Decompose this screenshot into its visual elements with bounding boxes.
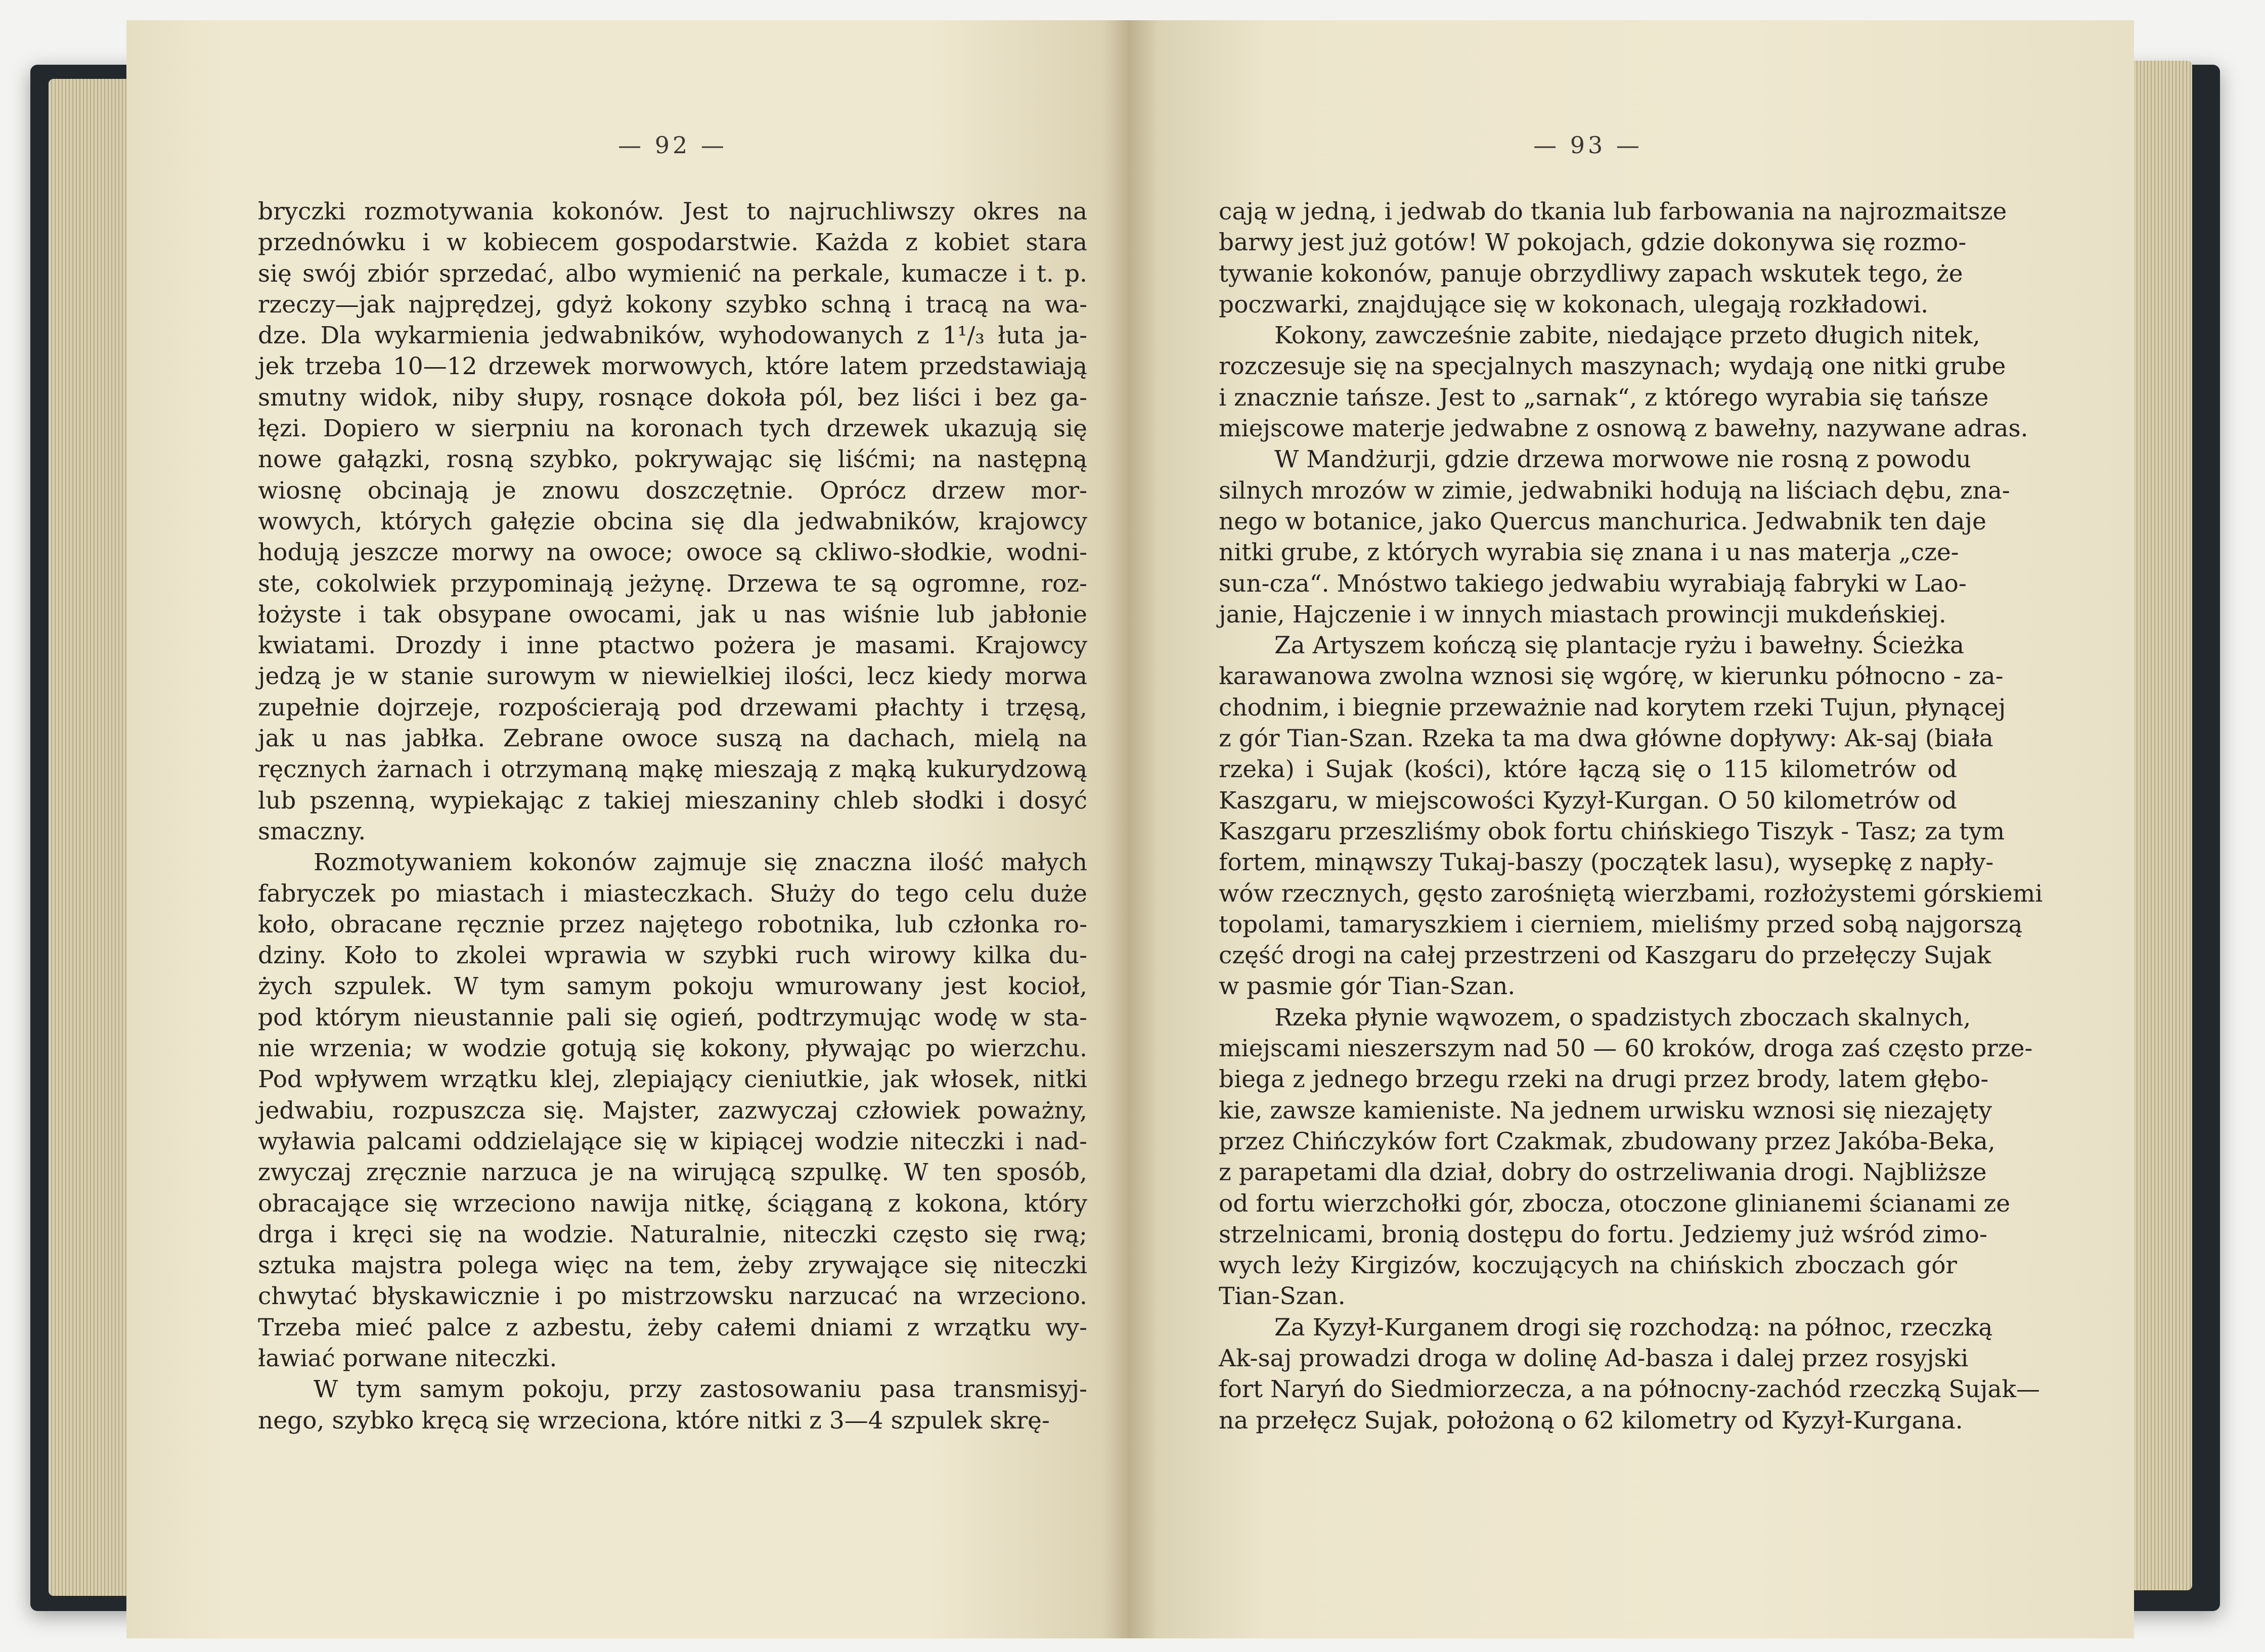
page-text bbox=[258, 196, 1087, 1436]
text-line: obracające się wrzeciono nawija nitkę, ściąganą z kokona, który bbox=[258, 1189, 1087, 1218]
text-line: z parapetami dla dział, dobry do ostrzeliwania drogi. Najbliższe bbox=[1219, 1158, 1987, 1187]
text-line: W tym samym pokoju, przy zastosowaniu pasa transmisyj- bbox=[314, 1375, 1087, 1404]
text-line: łożyste i tak obsypane owocami, jak u nas wiśnie lub jabłonie bbox=[258, 600, 1087, 629]
book-gutter bbox=[1102, 20, 1158, 1638]
text-line: Kaszgaru, w miejscowości Kyzył-Kurgan. O 50 kilometrów od bbox=[1219, 786, 1957, 815]
text-line: chwytać błyskawicznie i po mistrzowsku narzucać na wrzeciono. bbox=[258, 1282, 1087, 1311]
page-number: — 93 — bbox=[1533, 131, 1642, 159]
text-line: wyławia palcami oddzielające się w kipiącej wodzie niteczki i nad- bbox=[258, 1127, 1087, 1155]
text-line: w pasmie gór Tian-Szan. bbox=[1219, 972, 1516, 1001]
text-line: W Mandżurji, gdzie drzewa morwowe nie rosną z powodu bbox=[1274, 445, 1971, 474]
text-line: przednówku i w kobiecem gospodarstwie. Każda z kobiet stara bbox=[258, 229, 1087, 257]
text-line: miejscami nieszerszym nad 50 — 60 kroków, droga zaś często prze- bbox=[1219, 1035, 2033, 1063]
text-line: Tian-Szan. bbox=[1219, 1282, 1346, 1311]
text-line: kwiatami. Drozdy i inne ptactwo pożera je masami. Krajowcy bbox=[258, 632, 1087, 660]
text-line: hodują jeszcze morwy na owoce; owoce są ckliwo-słodkie, wodni- bbox=[258, 539, 1087, 567]
text-line: miejscowe materje jedwabne z osnową z bawełny, nazywane adras. bbox=[1219, 415, 2028, 443]
text-line: pod którym nieustannie pali się ogień, podtrzymując wodę w sta- bbox=[258, 1003, 1087, 1032]
text-line: Rzeka płynie wąwozem, o spadzistych zboczach skalnych, bbox=[1274, 1003, 1971, 1032]
text-line: wiosnę obcinają je znowu doszczętnie. Oprócz drzew mor- bbox=[258, 476, 1087, 505]
text-line: na przełęcz Sujak, położoną o 62 kilometry od Kyzył-Kurgana. bbox=[1219, 1406, 1963, 1435]
page-number: — 92 — bbox=[618, 131, 727, 159]
text-line: rzeczy—jak najprędzej, gdyż kokony szybko schną i tracą na wa- bbox=[258, 290, 1087, 319]
text-line: i znacznie tańsze. Jest to „sarnak“, z którego wyrabia się tańsze bbox=[1219, 383, 1989, 412]
right-page bbox=[1128, 20, 2134, 1638]
text-line: jek trzeba 10—12 drzewek morwowych, które latem przedstawiają bbox=[258, 352, 1087, 381]
text-line: nitki grube, z których wyrabia się znana i u nas materja „cze- bbox=[1219, 539, 1959, 567]
text-line: rzeka) i Sujak (kości), które łączą się o 115 kilometrów od bbox=[1219, 755, 1957, 784]
text-line: sztuka majstra polega więc na tem, żeby zrywające się niteczki bbox=[258, 1252, 1087, 1280]
text-line: nego, szybko kręcą się wrzeciona, które nitki z 3—4 szpulek skrę- bbox=[258, 1406, 1050, 1435]
text-line: nego w botanice, jako Quercus manchurica. Jedwabnik ten daje bbox=[1219, 507, 1986, 535]
text-line: wowych, których gałęzie obcina się dla jedwabników, krajowcy bbox=[258, 507, 1087, 535]
text-line: sun-cza“. Mnóstwo takiego jedwabiu wyrabiają fabryki w Lao- bbox=[1219, 569, 1967, 598]
text-line: Ak-saj prowadzi droga w dolinę Ad-basza i dalej przez rosyjski bbox=[1219, 1344, 1969, 1372]
text-line: biega z jednego brzegu rzeki na drugi przez brody, latem głębo- bbox=[1219, 1065, 1989, 1094]
text-line: z gór Tian-Szan. Rzeka ta ma dwa główne dopływy: Ak-saj (biała bbox=[1219, 725, 1993, 753]
text-line: koło, obracane ręcznie przez najętego robotnika, lub członka ro- bbox=[258, 910, 1087, 939]
text-line: Kokony, zawcześnie zabite, niedające przeto długich nitek, bbox=[1274, 322, 1980, 350]
text-line: się swój zbiór sprzedać, albo wymienić na perkale, kumacze i t. p. bbox=[258, 259, 1087, 288]
text-line: kie, zawsze kamieniste. Na jednem urwisku wznosi się niezajęty bbox=[1219, 1096, 1992, 1125]
text-line: Kaszgaru przeszliśmy obok fortu chińskiego Tiszyk - Tasz; za tym bbox=[1219, 817, 2005, 845]
text-line: przez Chińczyków fort Czakmak, zbudowany przez Jakóba-Beka, bbox=[1219, 1127, 1995, 1155]
text-line: nowe gałązki, rosną szybko, pokrywając się liśćmi; na następną bbox=[258, 445, 1087, 474]
left-page bbox=[126, 20, 1128, 1638]
text-line: Rozmotywaniem kokonów zajmuje się znaczna ilość małych bbox=[314, 849, 1087, 877]
text-line: jak u nas jabłka. Zebrane owoce suszą na dachach, mielą na bbox=[258, 725, 1087, 753]
text-line: jedzą je w stanie surowym w niewielkiej ilości, lecz kiedy morwa bbox=[258, 662, 1087, 691]
text-line: Za Kyzył-Kurganem drogi się rozchodzą: na północ, rzeczką bbox=[1274, 1313, 1993, 1342]
text-line: Za Artyszem kończą się plantacje ryżu i bawełny. Ścieżka bbox=[1274, 632, 1965, 660]
text-line: strzelnicami, bronią dostępu do fortu. Jedziemy już wśród zimo- bbox=[1219, 1220, 1987, 1248]
text-line: drga i kręci się na wodzie. Naturalnie, niteczki często się rwą; bbox=[258, 1220, 1087, 1248]
text-line: Trzeba mieć palce z azbestu, żeby całemi dniami z wrzątku wy- bbox=[258, 1313, 1087, 1342]
text-line: fabryczek po miastach i miasteczkach. Służy do tego celu duże bbox=[258, 879, 1087, 908]
text-line: lub pszenną, wypiekając z takiej mieszaniny chleb słodki i dosyć bbox=[258, 786, 1087, 815]
text-line: silnych mrozów w zimie, jedwabniki hodują na liściach dębu, zna- bbox=[1219, 476, 2010, 505]
text-line: poczwarki, znajdujące się w kokonach, ulegają rozkładowi. bbox=[1219, 290, 1929, 319]
text-line: topolami, tamaryszkiem i cierniem, mieliśmy przed sobą najgorszą bbox=[1219, 910, 2023, 939]
text-line: fortem, minąwszy Tukaj-baszy (początek lasu), wysepkę z napły- bbox=[1219, 849, 1994, 877]
text-line: bryczki rozmotywania kokonów. Jest to najruchliwszy okres na bbox=[258, 198, 1087, 226]
text-line: barwy jest już gotów! W pokojach, gdzie dokonywa się rozmo- bbox=[1219, 229, 1967, 257]
text-line: smaczny. bbox=[258, 817, 366, 845]
text-line: cają w jedną, i jedwab do tkania lub farbowania na najrozmaitsze bbox=[1219, 198, 2007, 226]
text-line: ławiać porwane niteczki. bbox=[258, 1344, 557, 1372]
text-line: nie wrzenia; w wodzie gotują się kokony, pływając po wierzchu. bbox=[258, 1035, 1087, 1063]
text-line: wych leży Kirgizów, koczujących na chińskich zboczach gór bbox=[1219, 1252, 1957, 1280]
text-line: ste, cokolwiek przypominają jeżynę. Drzewa te są ogromne, roz- bbox=[258, 569, 1087, 598]
text-line: wów rzecznych, gęsto zarośniętą wierzbami, rozłożystemi górskiemi bbox=[1219, 879, 2043, 908]
text-line: jedwabiu, rozpuszcza się. Majster, zazwyczaj człowiek poważny, bbox=[258, 1096, 1087, 1125]
text-line: zupełnie dojrzeje, rozpościerają pod drzewami płachty i trzęsą, bbox=[258, 693, 1087, 722]
text-line: fort Naryń do Siedmiorzecza, a na północny-zachód rzeczką Sujak— bbox=[1219, 1375, 2040, 1404]
text-line: karawanowa zwolna wznosi się wgórę, w kierunku północno - za- bbox=[1219, 662, 2004, 691]
text-line: łęzi. Dopiero w sierpniu na koronach tych drzewek ukazują się bbox=[258, 415, 1087, 443]
text-line: żych szpulek. W tym samym pokoju wmurowany jest kocioł, bbox=[258, 972, 1087, 1001]
text-line: zwyczaj zręcznie narzuca je na wirującą szpulkę. W ten sposób, bbox=[258, 1158, 1087, 1187]
text-line: smutny widok, niby słupy, rosnące dokoła pól, bez liści i bez ga- bbox=[258, 383, 1087, 412]
text-line: ręcznych żarnach i otrzymaną mąkę mieszają z mąką kukurydzową bbox=[258, 755, 1087, 784]
text-line: od fortu wierzchołki gór, zbocza, otoczone glinianemi ścianami ze bbox=[1219, 1189, 2011, 1218]
text-line: rozczesuje się na specjalnych maszynach; wydają one nitki grube bbox=[1219, 352, 2006, 381]
text-line: Pod wpływem wrzątku klej, zlepiający cieniutkie, jak włosek, nitki bbox=[258, 1065, 1087, 1094]
text-line: chodnim, i biegnie przeważnie nad korytem rzeki Tujun, płynącej bbox=[1219, 693, 2006, 722]
text-line: dze. Dla wykarmienia jedwabników, wyhodowanych z 1¹/₃ łuta ja- bbox=[258, 322, 1087, 350]
text-line: dziny. Koło to zkolei wprawia w szybki ruch wirowy kilka du- bbox=[258, 942, 1087, 970]
text-line: janie, Hajczenie i w innych miastach prowincji mukdeńskiej. bbox=[1219, 600, 1946, 629]
page-text bbox=[1219, 196, 2043, 1436]
text-line: część drogi na całej przestrzeni od Kaszgaru do przełęczy Sujak bbox=[1219, 942, 1991, 970]
text-line: tywanie kokonów, panuje obrzydliwy zapach wskutek tego, że bbox=[1219, 259, 1963, 288]
